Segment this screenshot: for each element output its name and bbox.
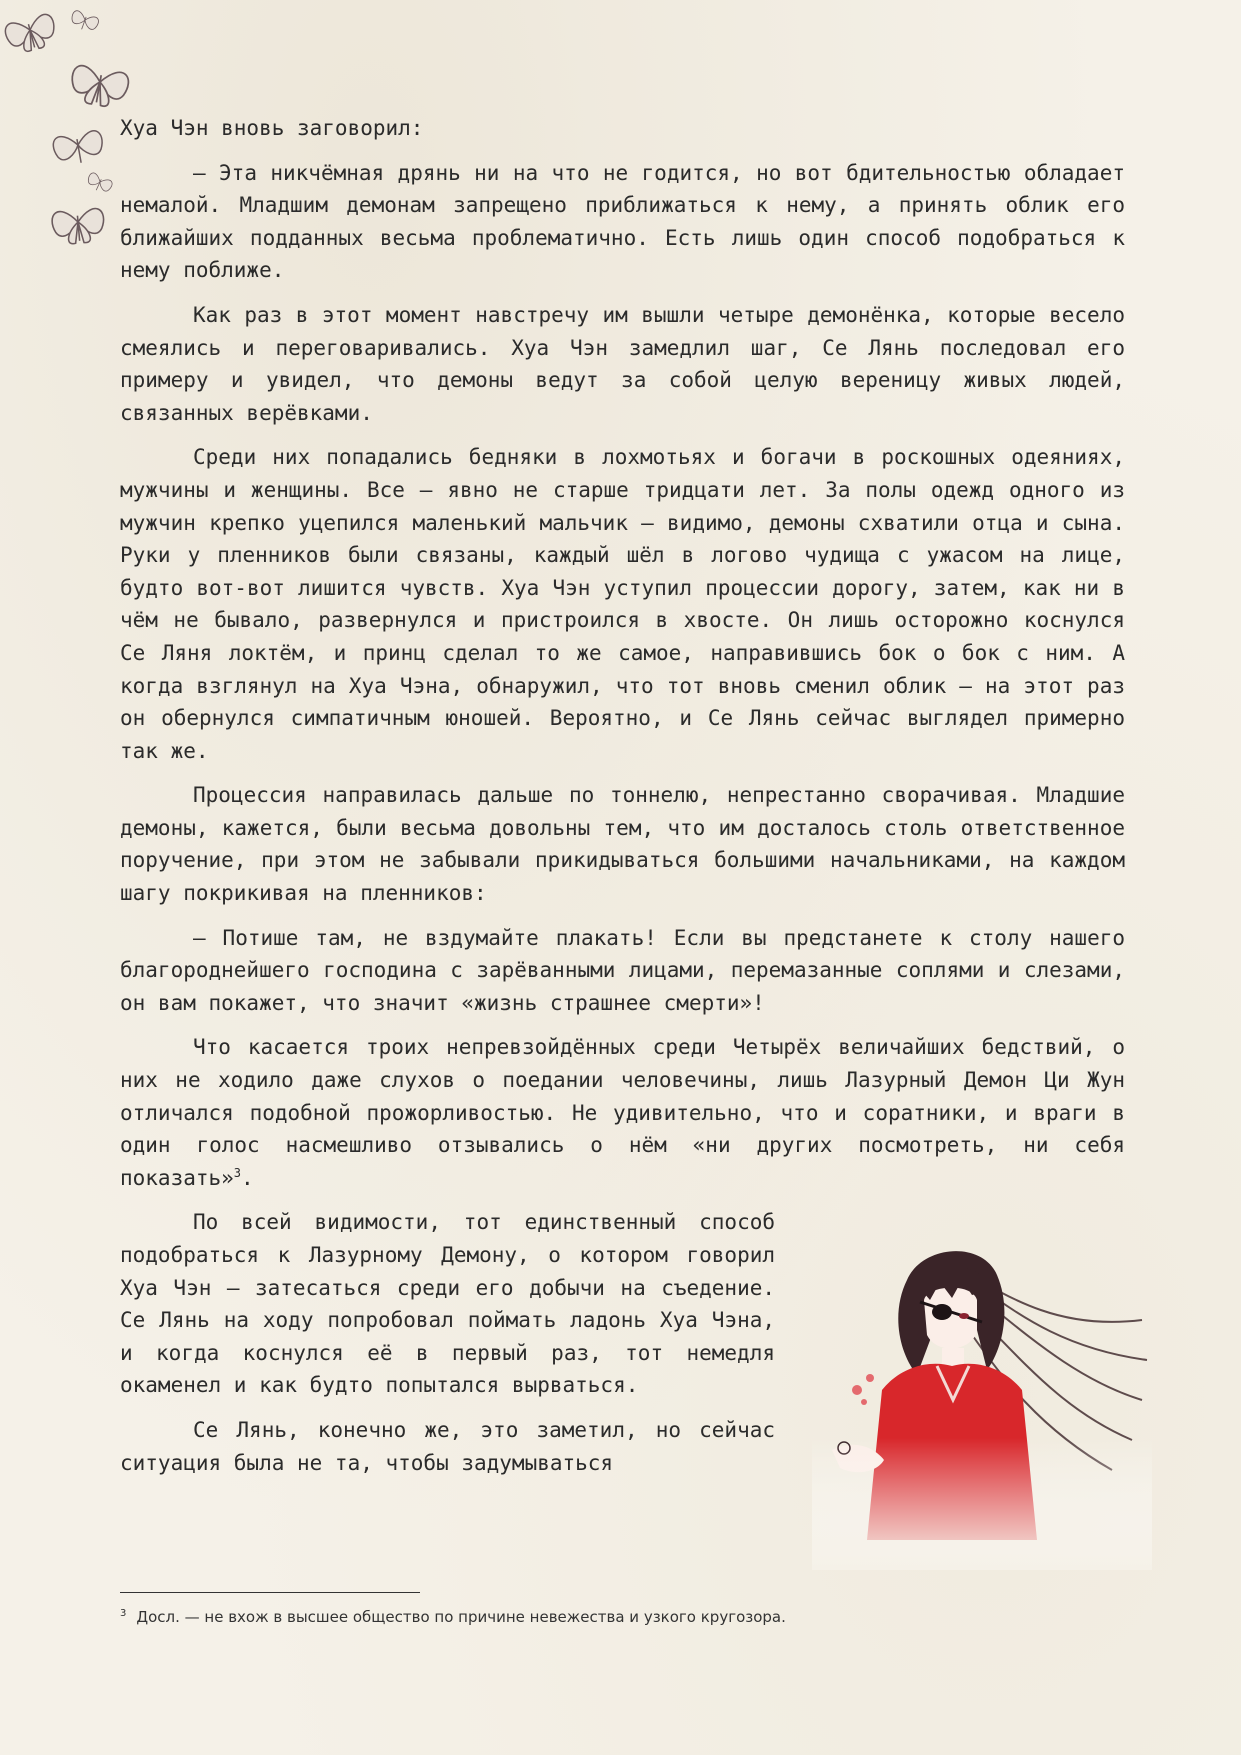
footnote-text: Досл. — не вхож в высшее общество по причине невежества и узкого кругозора. (136, 1608, 786, 1626)
character-illustration (812, 1240, 1152, 1570)
paragraph: По всей видимости, тот единственный способ подобраться к Лазурному Демону, о котором говорил Хуа Чэн — затесаться среди его добычи на съедение. Се Лянь на ходу попробовал поймать ладонь Хуа Чэна, и когда коснулся её в первый раз, тот немедля окаменел и как будто попытался вырваться. (120, 1210, 775, 1398)
paragraph-tail: . (241, 1165, 254, 1190)
paragraph-text: Что касается троих непревзойдённых среди Четырёх величайших бедствий, о них не ходило даже слухов о поедании человечины, лишь Лазурный Демон Ци Жун отличался подобной прожорливостью. Не удивительно, что и соратники, и враги в один голос насмешливо отзывались о нём «ни других посмотреть, ни себя показать» (120, 1035, 1125, 1190)
paragraph: — Потише там, не вздумайте плакать! Если вы предстанете к столу нашего благороднейшего господина с зарёванными лицами, перемазанные соплями и слезами, он вам покажет, что значит «жизнь страшнее смерти»! (120, 925, 1125, 1015)
paragraph: Среди них попадались бедняки в лохмотьях и богачи в роскошных одеяниях, мужчины и женщины. Все — явно не старше тридцати лет. За полы одежд одного из мужчин крепко уцепился маленький мальчик — видимо, демоны схватили отца и сына. Руки у пленников были связаны, каждый шёл в логово чудища с ужасом на лице, будто вот-вот лишится чувств. Хуа Чэн уступил процессии дорогу, затем, как ни в чём не бывало, развернулся и пристроился в хвосте. Он лишь осторожно коснулся Се Ляня локтём, и принц сделал то же самое, направившись бок о бок с ним. А когда взглянул на Хуа Чэна, обнаружил, что тот вновь сменил облик — на этот раз он обернулся симпатичным юношей. Вероятно, и Се Лянь сейчас выглядел примерно так же. (120, 445, 1125, 763)
paragraph: Как раз в этот момент навстречу им вышли четыре демонёнка, которые весело смеялись и переговаривались. Хуа Чэн замедлил шаг, Се Лянь последовал его примеру и увидел, что демоны ведут за собой целую вереницу живых людей, связанных верёвками. (120, 302, 1125, 425)
paragraph: Процессия направилась дальше по тоннелю, непрестанно сворачивая. Младшие демоны, кажется, были весьма довольны тем, что им досталось столь ответственное поручение, при этом не забывали прикидываться большими начальниками, на каждом шагу покрикивая на пленников: (120, 783, 1125, 906)
butterfly-icon (3, 10, 130, 246)
paragraph: Хуа Чэн вновь заговорил: (120, 116, 424, 140)
footnote-divider (120, 1592, 420, 1593)
footnote-reference[interactable]: 3 (233, 1165, 242, 1180)
paragraph-with-footnote (120, 1031, 1125, 1194)
paragraph: — Эта никчёмная дрянь ни на что не годится, но вот бдительностью обладает немалой. Младшим демонам запрещено приближаться к нему, а принять облик его ближайших подданных весьма проблематично. Есть лишь один способ подобраться к нему поближе. (120, 160, 1125, 283)
paragraph: Се Лянь, конечно же, это заметил, но сейчас ситуация была не та, чтобы задумываться (120, 1417, 775, 1475)
footnote-number: 3 (120, 1608, 127, 1619)
footnote (120, 1608, 1120, 1626)
